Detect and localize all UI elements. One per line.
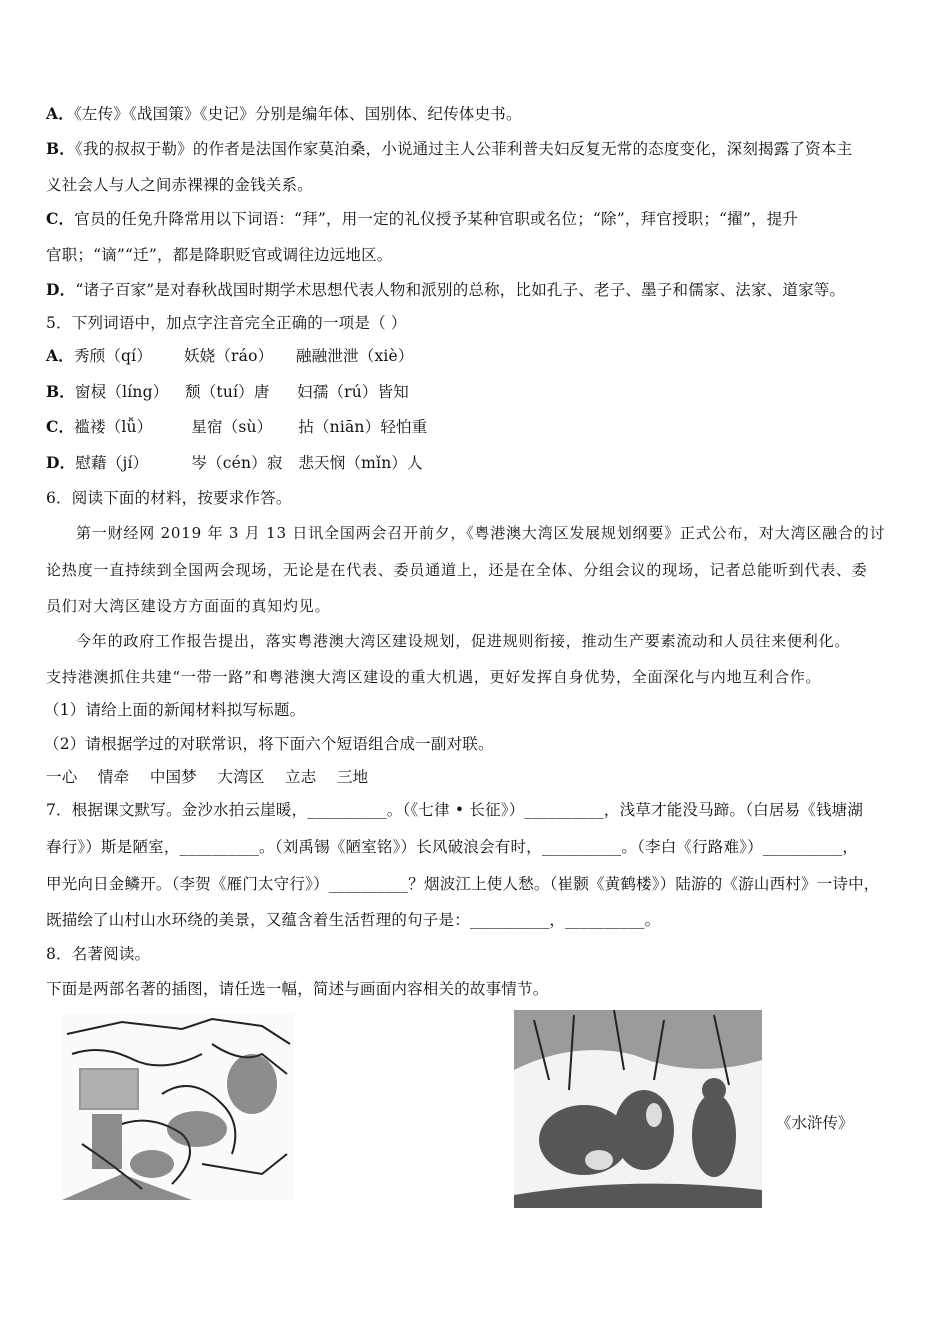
q7-line4: 既描绘了山村山水环绕的美景，又蕴含着生活哲理的句子是：__________，__________。 <box>46 911 661 929</box>
q5-option-b: B．窗棂（líng） 颓（tuí）唐 妇孺（rú）皆知 <box>46 382 410 401</box>
q6-para1-line3: 员们对大湾区建设方方面面的真知灼见。 <box>46 597 331 615</box>
right-book-illustration <box>514 1010 762 1208</box>
q4-option-b: B．《我的叔叔于勒》的作者是法国作家莫泊桑，小说通过主人公菲利普夫妇反复无常的态度变化，深刻揭露了资本主 <box>46 139 853 158</box>
q6-phrases: 一心 情牵 中国梦 大湾区 立志 三地 <box>46 768 369 786</box>
q4-option-d: D．“诸子百家”是对春秋战国时期学术思想代表人物和派别的总称，比如孔子、老子、墨子和儒家、法家、道家等。 <box>46 280 846 299</box>
q5-stem: 5．下列词语中，加点字注音完全正确的一项是（ ） <box>46 314 407 332</box>
q7-line2: 春行》）斯是陋室，__________。（刘禹锡《陋室铭》）长风破浪会有时，__________。（李白《行路难》）__________， <box>46 838 859 856</box>
q6-sub1: （1）请给上面的新闻材料拟写标题。 <box>44 701 306 719</box>
q5-option-c: C．褴褛（lǚ） 星宿（sù） 拈（niān）轻怕重 <box>46 417 428 436</box>
q6-para2-line2: 支持港澳抓住共建“一带一路”和粤港澳大湾区建设的重大机遇，更好发挥自身优势，全面深化与内地互利合作。 <box>46 668 822 686</box>
q6-para1-line2: 论热度一直持续到全国两会现场，无论是在代表、委员通道上，还是在全体、分组会议的现场，记者总能听到代表、委 <box>46 561 868 579</box>
q5-option-a: A．秀颀（qí） 妖娆（ráo） 融融泄泄（xiè） <box>46 346 414 365</box>
q4-option-a: A．《左传》《战国策》《史记》分别是编年体、国别体、纪传体史书。 <box>46 104 522 123</box>
q4-option-b-cont: 义社会人与人之间赤裸裸的金钱关系。 <box>46 176 313 194</box>
q5-option-d: D．慰藉（jí） 岑（cén）寂 悲天悯（mǐn）人 <box>46 453 423 472</box>
q8-instruction: 下面是两部名著的插图，请任选一幅，简述与画面内容相关的故事情节。 <box>46 980 549 998</box>
q7-line3: 甲光向日金鳞开。（李贺《雁门太守行》）__________？烟波江上使人愁。（崔颢《黄鹤楼》）陆游的《游山西村》一诗中， <box>46 875 880 893</box>
left-book-illustration <box>62 1014 294 1200</box>
q6-para2-line1: 今年的政府工作报告提出，落实粤港澳大湾区建设规划，促进规则衔接，推动生产要素流动和人员往来便利化。 <box>76 632 851 650</box>
q4-option-c-cont: 官职；“谪”“迁”，都是降职贬官或调往边远地区。 <box>46 246 393 264</box>
q8-stem: 8．名著阅读。 <box>46 945 151 963</box>
right-illustration-caption: 《水浒传》 <box>776 1114 854 1132</box>
q6-para1-line1: 第一财经网 2019 年 3 月 13 日讯全国两会召开前夕，《粤港澳大湾区发展规划纲要》正式公布，对大湾区融合的讨 <box>76 524 886 542</box>
q4-option-c: C．官员的任免升降常用以下词语：“拜”，用一定的礼仪授予某种官职或名位；“除”，拜官授职；“擢”，提升 <box>46 209 799 228</box>
q6-stem: 6．阅读下面的材料，按要求作答。 <box>46 489 292 507</box>
q6-sub2: （2）请根据学过的对联常识，将下面六个短语组合成一副对联。 <box>44 735 494 753</box>
q7-line1: 7．根据课文默写。金沙水拍云崖暖，__________。（《七律 • 长征》）__________，浅草才能没马蹄。（白居易《钱塘湖 <box>46 801 864 819</box>
